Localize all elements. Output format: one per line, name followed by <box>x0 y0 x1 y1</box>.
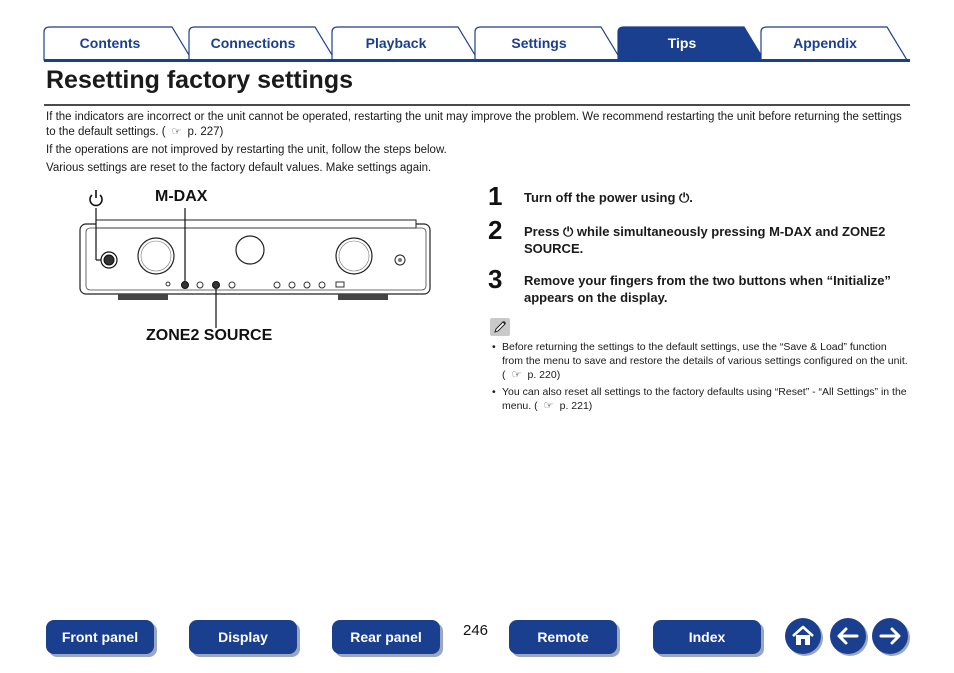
front-panel-button[interactable]: Front panel <box>46 620 154 654</box>
step-text: Turn off the power using ⏻. <box>524 190 693 205</box>
tab-label: Playback <box>365 35 427 51</box>
home-icon <box>785 618 821 654</box>
tab-settings[interactable] <box>473 26 623 60</box>
step-2 <box>488 215 908 257</box>
step-text: Remove your fingers from the two buttons when “Initialize” appears on the display. <box>524 273 891 305</box>
page-title: Resetting factory settings <box>46 66 354 94</box>
step-1 <box>488 181 908 211</box>
back-button[interactable] <box>830 618 866 654</box>
step-number: 2 <box>488 215 503 245</box>
tab-label: Connections <box>210 35 296 51</box>
display-button[interactable]: Display <box>189 620 297 654</box>
title-divider <box>44 104 910 106</box>
step-3 <box>488 264 908 306</box>
home-button[interactable] <box>785 618 821 654</box>
intro-paragraph-3: Various settings are reset to the factory default values. Make settings again. <box>46 162 432 174</box>
intro-text <box>46 110 908 179</box>
device-diagram <box>78 186 438 356</box>
page-number: 246 <box>463 622 489 639</box>
note-item: • Before returning the settings to the default settings, use the “Save & Load” function from the menu to save and restore the details of various settings configured on the unit. ( ☞ p. 220) <box>492 340 910 382</box>
tab-divider <box>44 59 910 62</box>
arrow-left-icon <box>830 618 866 654</box>
tab-label: Appendix <box>793 35 857 51</box>
ref-link-227[interactable]: p. 227) <box>187 126 224 138</box>
forward-button[interactable] <box>872 618 908 654</box>
tab-label: Tips <box>667 35 697 51</box>
note-item: • You can also reset all settings to the factory defaults using “Reset” - “All Settings” in the menu. ( ☞ p. 221) <box>492 385 910 413</box>
label-zone2-source: ZONE2 SOURCE <box>146 327 273 344</box>
ref-link-221[interactable]: p. 221) <box>559 400 593 412</box>
tab-appendix[interactable] <box>759 26 909 60</box>
tab-bar <box>44 26 910 62</box>
remote-button[interactable]: Remote <box>509 620 617 654</box>
tab-label: Settings <box>511 35 567 51</box>
tab-playback[interactable] <box>330 26 480 60</box>
tab-connections[interactable] <box>187 26 337 60</box>
steps-list <box>488 181 908 318</box>
intro-paragraph-1: If the indicators are incorrect or the unit cannot be operated, restarting the unit may improve the problem. We recommend restarting the unit before returning the settings to the default settings. ( ☞ p. 227) <box>46 111 902 138</box>
step-number: 1 <box>488 181 503 211</box>
reference-hand-icon: ☞ <box>511 369 522 381</box>
reference-hand-icon: ☞ <box>171 126 182 138</box>
pencil-note-icon <box>490 318 510 336</box>
intro-paragraph-2: If the operations are not improved by restarting the unit, follow the steps below. <box>46 144 447 156</box>
tab-tips[interactable] <box>616 26 766 60</box>
rear-panel-button[interactable]: Rear panel <box>332 620 440 654</box>
ref-link-220[interactable]: p. 220) <box>527 369 561 381</box>
index-button[interactable]: Index <box>653 620 761 654</box>
label-mdax: M-DAX <box>155 188 208 205</box>
step-number: 3 <box>488 264 503 294</box>
power-icon <box>90 190 102 205</box>
arrow-right-icon <box>872 618 908 654</box>
step-text: Press ⏻ while simultaneously pressing M-DAX and ZONE2 SOURCE. <box>524 224 886 256</box>
tab-contents[interactable] <box>44 26 194 60</box>
reference-hand-icon: ☞ <box>543 400 554 412</box>
tab-label: Contents <box>79 35 141 51</box>
notes-list <box>492 340 910 416</box>
